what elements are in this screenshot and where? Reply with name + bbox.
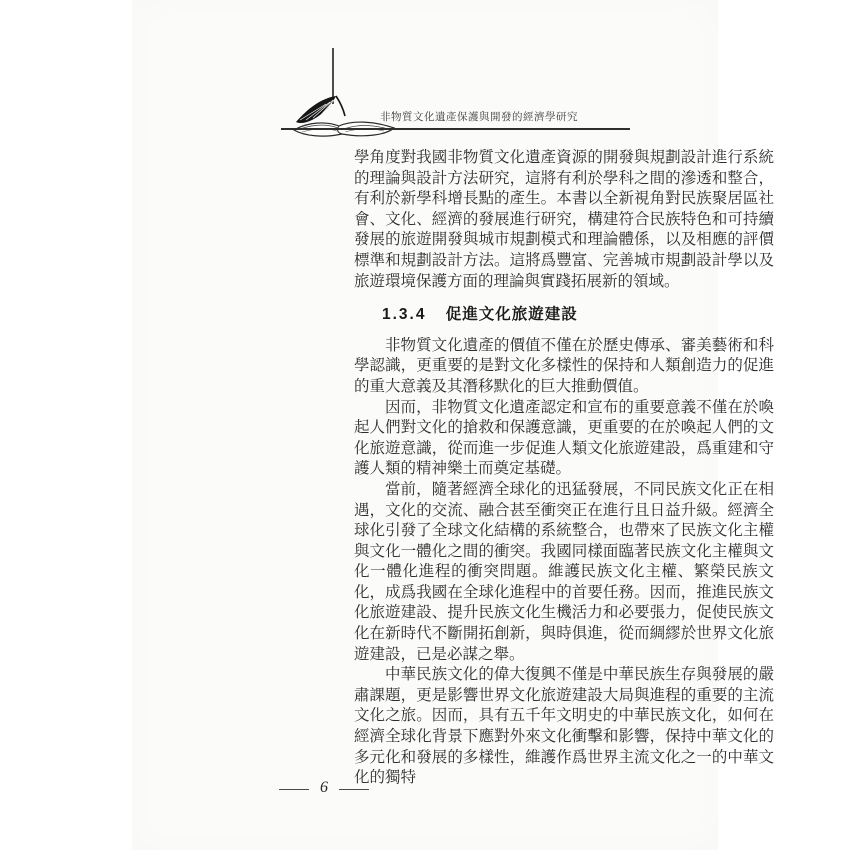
footer-rule-right: [339, 789, 369, 790]
paragraph: 學角度對我國非物質文化遺產資源的開發與規劃設計進行系統的理論與設計方法研究，這將有利於學科之間的滲透和整合，有利於新學科增長點的產生。本書以全新視角對民族聚居區社會、文化、經濟的發展進行研究，構建符合民族特色和可持續發展的旅遊開發與城市規劃模式和理論體係，以及相應的評價標準和規劃設計方法。這將爲豐富、完善城市規劃設計學以及旅遊環境保護方面的理論與實踐拓展新的領域。: [354, 149, 774, 290]
footer-rule-left: [279, 789, 309, 790]
header-rule: [281, 128, 630, 130]
section-title: 促進文化旅遊建設: [445, 306, 578, 324]
page-sheet: [132, 0, 774, 850]
body-text-column: [354, 148, 774, 789]
paragraph: 因而，非物質文化遺產認定和宣布的重要意義不僅在於喚起人們對文化的搶救和保護意識，更重要的在於喚起人們的文化旅遊意識，從而進一步促進人類文化旅遊建設，爲重建和守護人類的精神樂土而奠定基礎。: [354, 398, 774, 478]
running-title: 非物質文化遺產保護與開發的經濟學研究: [380, 112, 578, 123]
section-number: 1.3.4: [382, 306, 427, 324]
footer: [279, 780, 369, 798]
paragraph: 當前，隨著經濟全球化的迅猛發展，不同民族文化正在相遇，文化的交流、融合甚至衝突正在進行且日益升級。經濟全球化引發了全球文化結構的系統整合，也帶來了民族文化主權與文化一體化之間的衝突。我國同樣面臨著民族文化主權與文化一體化進程的衝突問題。維護民族文化主權、繁榮民族文化，成爲我國在全球化進程中的首要任務。因而，推進民族文化旅遊建設、提升民族文化生機活力和必要張力，促使民族文化在新時代不斷開拓創新，與時俱進，從而綢繆於世界文化旅遊建設，已是必謀之舉。: [354, 480, 774, 663]
page-number: 6: [320, 779, 328, 796]
section-heading: [354, 305, 774, 326]
paragraph: 中華民族文化的偉大復興不僅是中華民族生存與發展的嚴肅課題，更是影響世界文化旅遊建設大局與進程的重要的主流文化之旅。因而，具有五千年文明史的中華民族文化，如何在經濟全球化背景下應對外來文化衝擊和影響，保持中華文化的多元化和發展的多樣性，維護作爲世界主流文化之一的中華文化的獨特: [354, 666, 774, 787]
paragraph: 非物質文化遺產的價值不僅在於歷史傳承、審美藝術和科學認識，更重要的是對文化多樣性的保持和人類創造力的促進的重大意義及其潛移默化的巨大推動價值。: [354, 336, 774, 395]
